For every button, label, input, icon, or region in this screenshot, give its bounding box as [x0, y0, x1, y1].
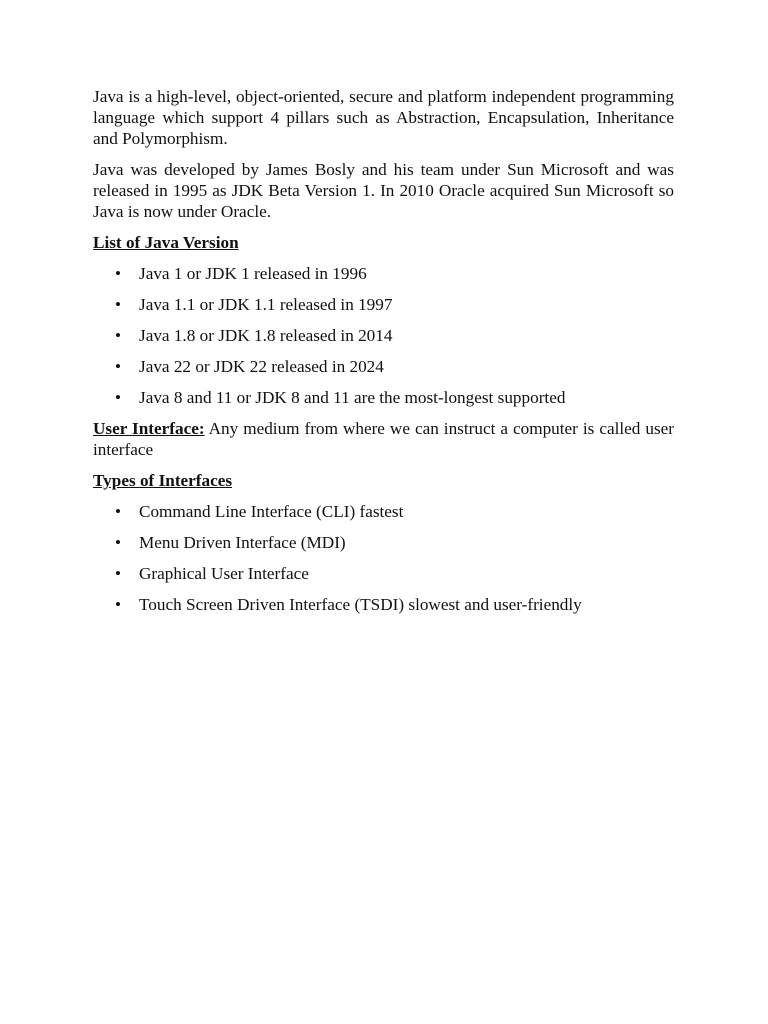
user-interface-label: User Interface:: [93, 419, 205, 438]
bullet-icon: •: [115, 533, 122, 552]
bullet-icon: •: [115, 295, 122, 314]
list-item: [93, 356, 674, 377]
document-page: [93, 86, 674, 625]
interface-types-list: [93, 501, 674, 615]
interface-types-heading: Types of Interfaces: [93, 471, 233, 490]
list-item: [93, 501, 674, 522]
user-interface-paragraph: [93, 418, 674, 460]
list-item: [93, 294, 674, 315]
list-item: [93, 594, 674, 615]
list-item: [93, 325, 674, 346]
list-item-text: Java 8 and 11 or JDK 8 and 11 are the most-longest supported: [139, 388, 566, 407]
bullet-icon: •: [115, 357, 122, 376]
user-interface-definition: Any medium from where we can instruct a computer is called user interface: [93, 419, 674, 459]
intro-paragraph: Java is a high-level, object-oriented, secure and platform independent programming language which support 4 pillars such as Abstraction, Encapsulation, Inheritance and Polymorphism.: [93, 87, 674, 148]
list-item: [93, 532, 674, 553]
list-item-text: Touch Screen Driven Interface (TSDI) slowest and user-friendly: [139, 595, 582, 614]
bullet-icon: •: [115, 388, 122, 407]
list-item-text: Menu Driven Interface (MDI): [139, 533, 346, 552]
list-item-text: Command Line Interface (CLI) fastest: [139, 502, 404, 521]
bullet-icon: •: [115, 564, 122, 583]
java-versions-heading: List of Java Version: [93, 233, 239, 252]
list-item: [93, 563, 674, 584]
list-item-text: Java 1.1 or JDK 1.1 released in 1997: [139, 295, 393, 314]
list-item-text: Java 22 or JDK 22 released in 2024: [139, 357, 384, 376]
list-item-text: Java 1 or JDK 1 released in 1996: [139, 264, 367, 283]
list-item-text: Graphical User Interface: [139, 564, 309, 583]
history-paragraph: Java was developed by James Bosly and his team under Sun Microsoft and was released in 1995 as JDK Beta Version 1. In 2010 Oracle acquired Sun Microsoft so Java is now under Oracle.: [93, 160, 674, 221]
list-item-text: Java 1.8 or JDK 1.8 released in 2014: [139, 326, 393, 345]
bullet-icon: •: [115, 326, 122, 345]
java-versions-list: [93, 263, 674, 408]
bullet-icon: •: [115, 502, 122, 521]
list-item: [93, 263, 674, 284]
list-item: [93, 387, 674, 408]
bullet-icon: •: [115, 595, 122, 614]
bullet-icon: •: [115, 264, 122, 283]
